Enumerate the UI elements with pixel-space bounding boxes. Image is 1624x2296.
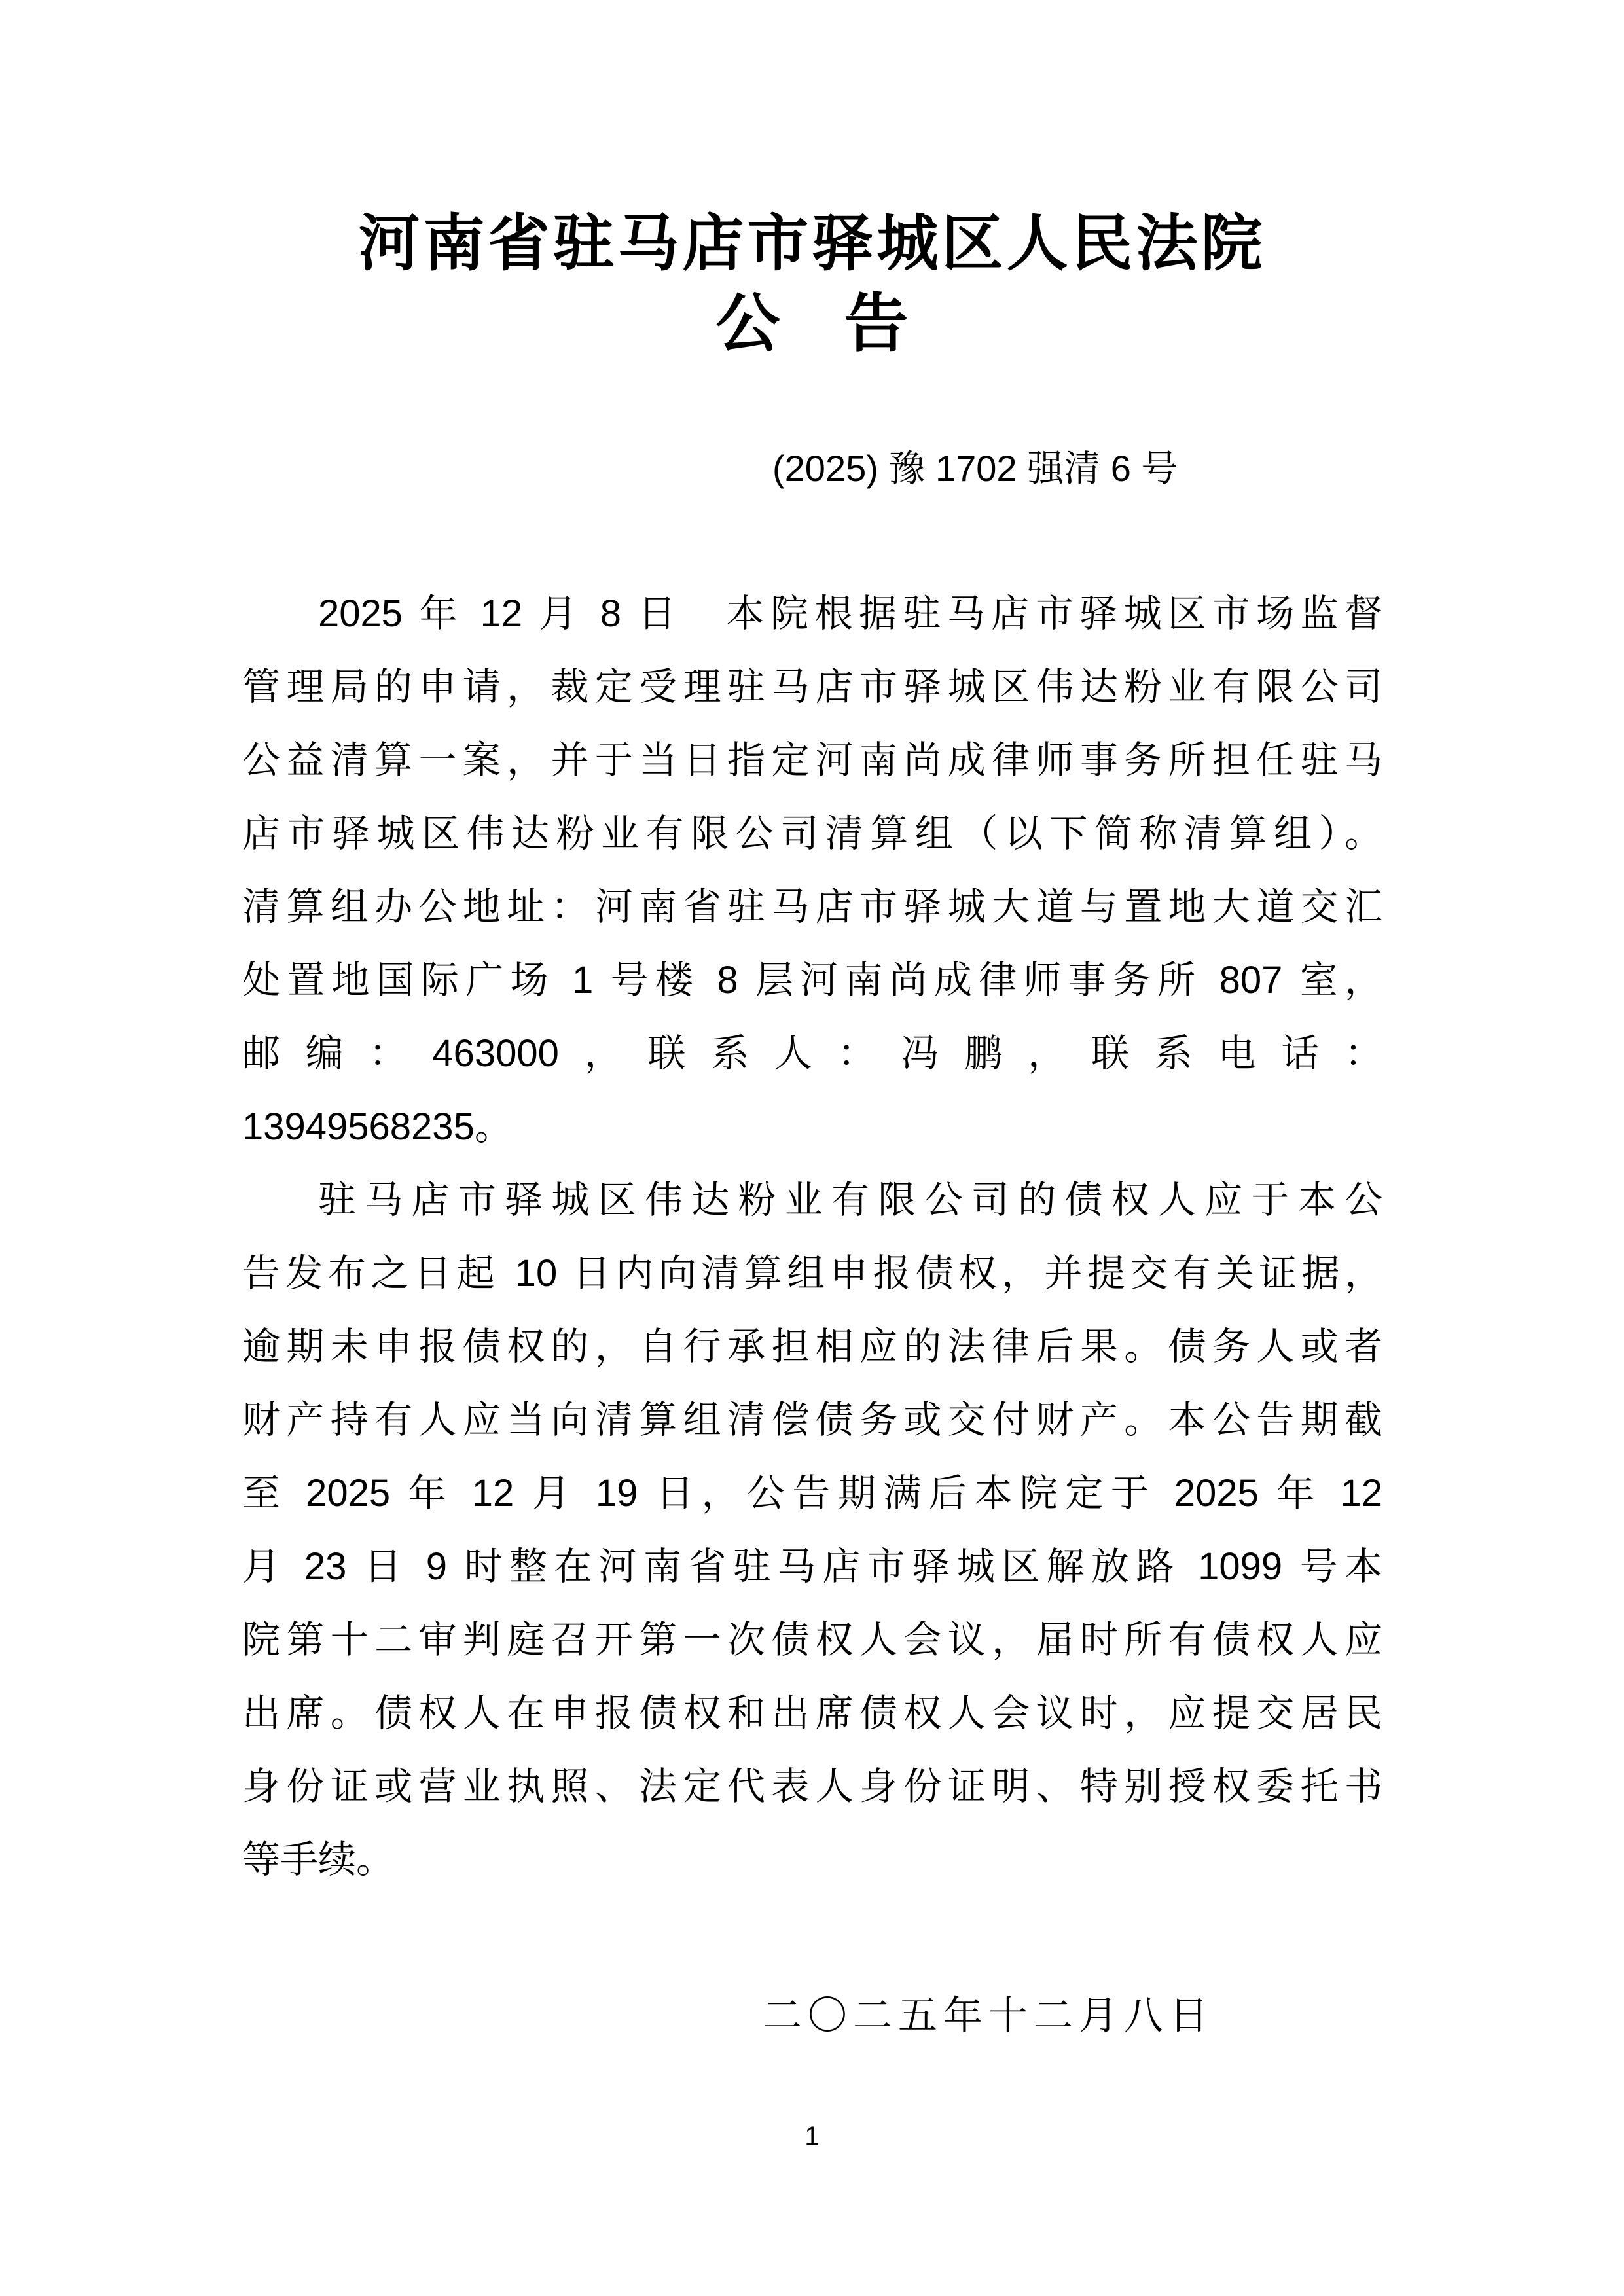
paragraph2-line: 告发布之日起 10 日内向清算组申报债权，并提交有关证据， (242, 1252, 1382, 1295)
notice-title: 公 告 (715, 287, 909, 359)
paragraph1-line: 清算组办公地址：河南省驻马店市驿城大道与置地大道交汇 (242, 886, 1382, 928)
paragraph2-line: 财产持有人应当向清算组清偿债务或交付财产。本公告期截 (242, 1399, 1382, 1441)
paragraph1-line: 管理局的申请，裁定受理驻马店市驿城区伟达粉业有限公司 (242, 666, 1382, 708)
paragraph2-line: 驻马店市驿城区伟达粉业有限公司的债权人应于本公 (318, 1179, 1382, 1221)
paragraph1-line: 店市驿城区伟达粉业有限公司清算组（以下简称清算组）。 (242, 812, 1382, 855)
paragraph2-line: 身份证或营业执照、法定代表人身份证明、特别授权委托书 (242, 1765, 1382, 1808)
paragraph2-line: 出席。债权人在申报债权和出席债权人会议时，应提交居民 (242, 1692, 1382, 1734)
signature-date: 二〇二五年十二月八日 (763, 1994, 1214, 2037)
paragraph2-line: 等手续。 (242, 1839, 395, 1881)
paragraph2-line: 月 23 日 9 时整在河南省驻马店市驿城区解放路 1099 号本 (242, 1545, 1382, 1588)
paragraph1-line: 公益清算一案，并于当日指定河南尚成律师事务所担任驻马 (242, 739, 1382, 781)
paragraph1-line: 邮编：463000，联系人：冯鹏，联系电话： (242, 1032, 1382, 1075)
paragraph1-line: 处置地国际广场 1 号楼 8 层河南尚成律师事务所 807 室， (242, 959, 1382, 1001)
paragraph1-line: 2025 年 12 月 8 日 本院根据驻马店市驿城区市场监督 (318, 592, 1382, 635)
paragraph2-line: 院第十二审判庭召开第一次债权人会议，届时所有债权人应 (242, 1619, 1382, 1661)
case-number: (2025) 豫 1702 强清 6 号 (772, 448, 1178, 489)
announcement-body (242, 577, 1382, 1897)
paragraph2-line: 逾期未申报债权的，自行承担相应的法律后果。债务人或者 (242, 1325, 1382, 1368)
paragraph2-line: 至 2025 年 12 月 19 日，公告期满后本院定于 2025 年 12 (242, 1472, 1382, 1515)
paragraph1-line: 13949568235。 (242, 1105, 513, 1148)
page-number: 1 (804, 2122, 820, 2151)
court-name-heading: 河南省驻马店市驿城区人民法院 (358, 209, 1266, 278)
